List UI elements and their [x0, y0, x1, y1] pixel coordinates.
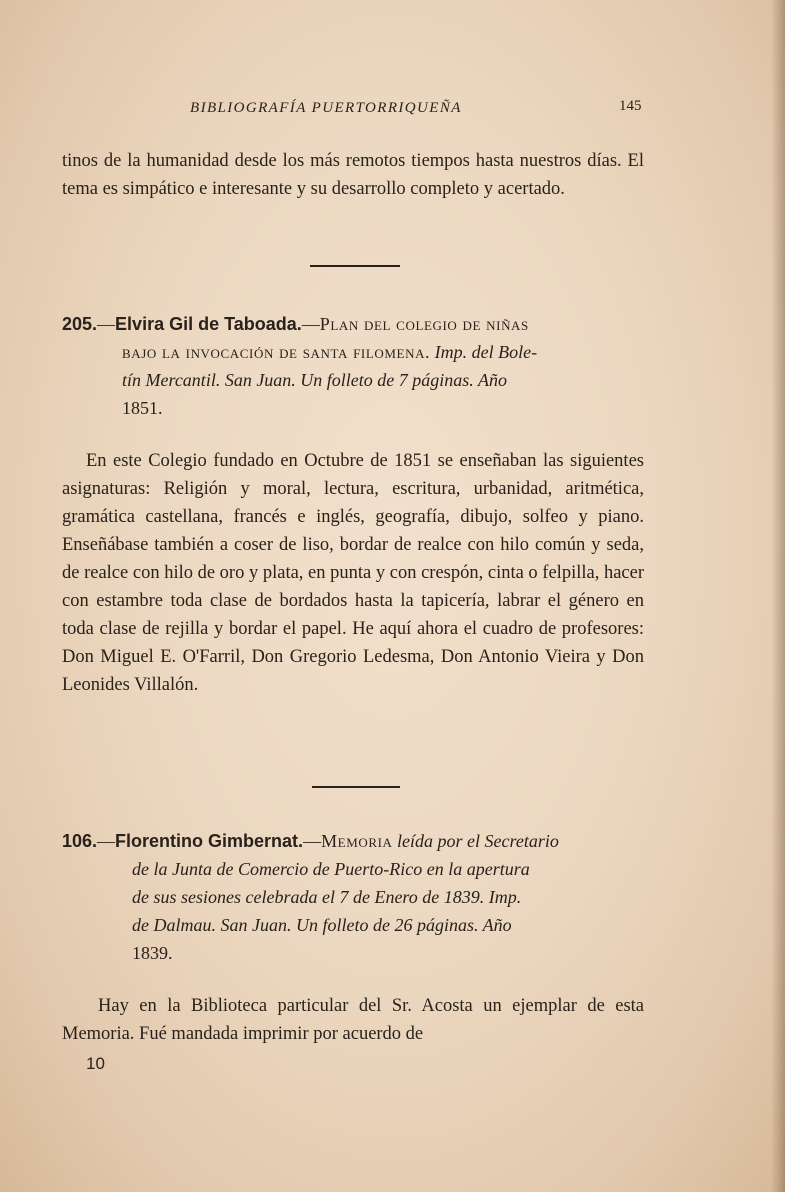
entry-title: Memoria — [321, 831, 393, 851]
entry-205-line-3: tín Mercantil. San Juan. Un folleto de 7 páginas. Año — [122, 370, 507, 390]
page-number: 145 — [619, 98, 642, 114]
entry-title-continued: bajo la invocación de santa filomena. — [122, 342, 431, 362]
entry-205-line-4: 1851. — [122, 398, 163, 418]
entry-dash: — — [97, 831, 116, 851]
entry-106-line-5: 1839. — [132, 943, 173, 963]
continued-paragraph: tinos de la humanidad desde los más remotos tiempos hasta nuestros días. El tema es simpático e interesante y su desarrollo completo y acertado. — [62, 151, 644, 199]
entry-title-dash: — — [303, 831, 322, 851]
page-edge-shadow — [771, 0, 785, 1192]
section-divider — [312, 786, 400, 788]
running-head: BIBLIOGRAFÍA PUERTORRIQUEÑA — [190, 100, 462, 116]
hay-paragraph: Hay en la Biblioteca particular del Sr. Acosta un ejemplar de esta Memoria. Fué mandada imprimir por acuerdo de — [62, 996, 644, 1044]
entry-author: Florentino Gimbernat. — [115, 831, 304, 851]
entry-205-line-1 — [62, 310, 652, 338]
entry-106-line-4: de Dalmau. San Juan. Un folleto de 26 páginas. Año — [132, 915, 512, 935]
entry-number: 106. — [62, 831, 98, 851]
entry-106-line-2: de la Junta de Comercio de Puerto-Rico en la apertura — [132, 859, 530, 879]
bibliography-entry-205 — [62, 310, 652, 422]
entry-title-dash: — — [301, 314, 320, 334]
colegio-paragraph: En este Colegio fundado en Octubre de 1851 se enseñaban las siguientes asignaturas: Religión y moral, lectura, escritura, urbanidad, aritmética, gramática castellana, francés e inglés, geografía, dibujo, solfeo y piano. Enseñábase también a coser de liso, bordar de realce con hilo común y seda, de realce con hilo de oro y plata, en punta y con crespón, cinta o felpilla, hacer con estambre toda clase de bordados hasta la tapicería, labrar el género en toda clase de rejilla y bordar el papel. He aquí ahora el cuadro de profesores: Don Miguel E. O'Farril, Don Gregorio Ledesma, Don Antonio Vieira y Don Leonides Villalón. — [62, 451, 644, 695]
entry-imprint: Imp. del Bole- — [434, 342, 538, 362]
entry-dash: — — [97, 314, 116, 334]
section-divider — [310, 265, 400, 267]
signature-mark: 10 — [86, 1054, 105, 1073]
entry-title: Plan del colegio de niñas — [319, 314, 529, 334]
entry-author: Elvira Gil de Taboada. — [115, 314, 302, 334]
entry-number: 205. — [62, 314, 98, 334]
entry-205-line-2 — [62, 338, 652, 366]
entry-title-continued: leída por el Secretario — [397, 831, 559, 851]
bibliography-entry-106 — [62, 827, 652, 967]
entry-106-line-3: de sus sesiones celebrada el 7 de Enero de 1839. Imp. — [132, 887, 522, 907]
entry-106-line-1 — [62, 827, 652, 855]
